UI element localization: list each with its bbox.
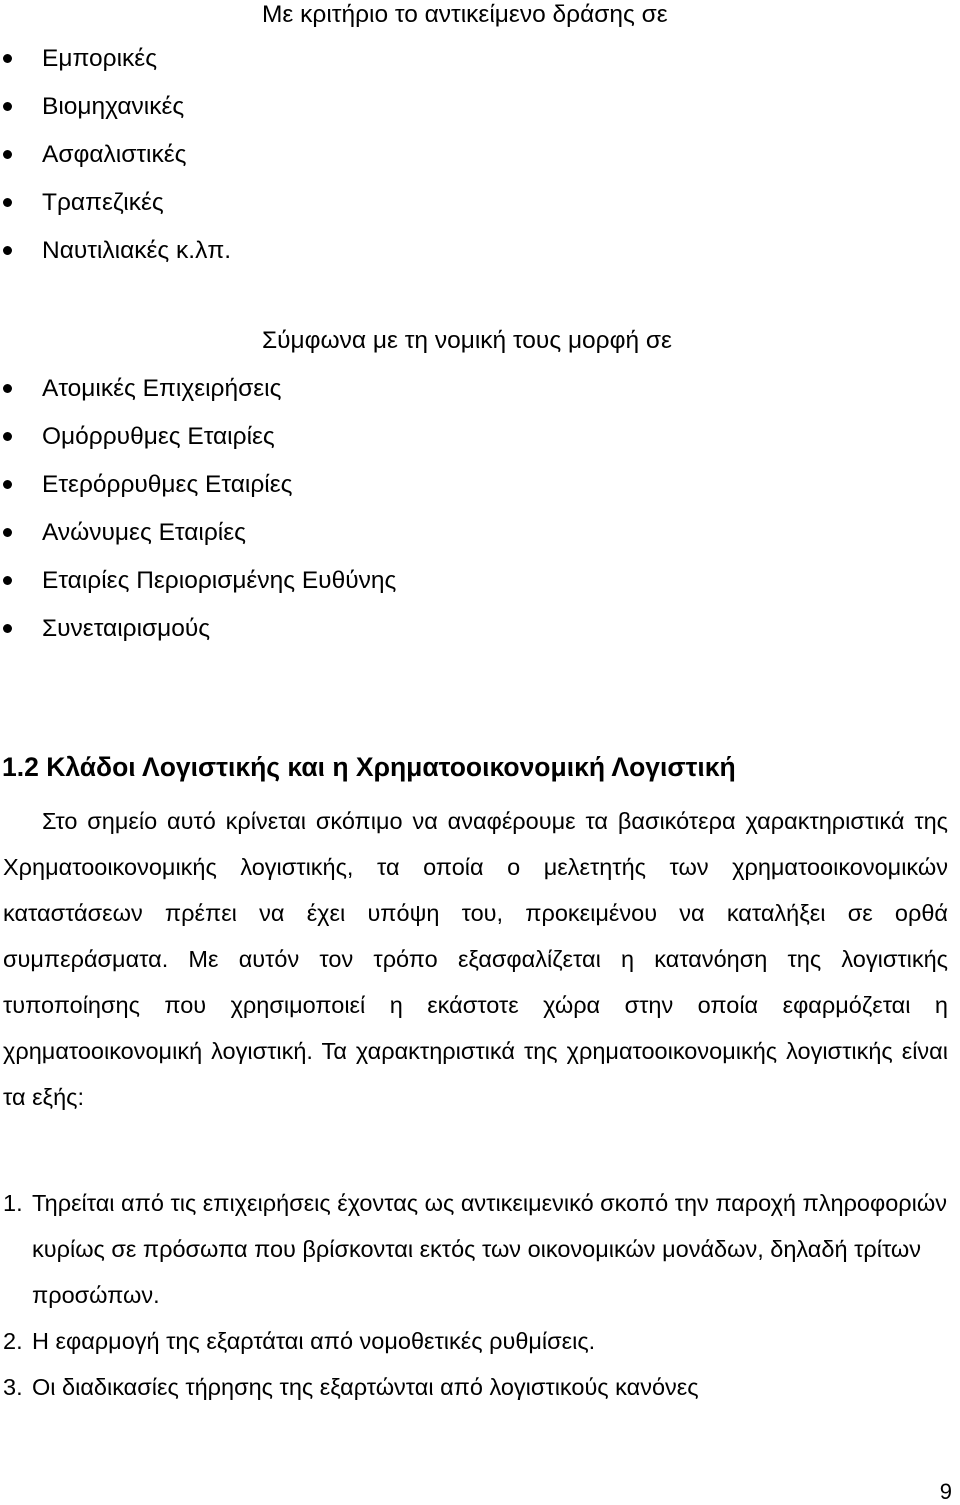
body-paragraph: Στο σημείο αυτό κρίνεται σκόπιμο να αναφέρουμε τα βασικότερα χαρακτηριστικά της Χρηματοοικονομικής λογιστικής, τα οποία ο μελετητής των χρηματοοικονομικών καταστάσεων πρέπει να έχει υπόψη του, προκειμένου να καταλήξει σε ορθά συμπεράσματα. Με αυτόν τον τρόπο εξασφαλίζεται η κατανόηση της λογιστικής τυποποίησης που χρησιμοποιεί η εκάστοτε χώρα στην οποία εφαρμόζεται η χρηματοοικονομική λογιστική. Τα χαρακτηριστικά της χρηματοοικονομικής λογιστικής είναι τα εξής:	[3, 808, 948, 1110]
item-text: Η εφαρμογή της εξαρτάται από νομοθετικές ρυθμίσεις.	[32, 1328, 596, 1354]
bullet-icon	[3, 480, 12, 489]
list-item-label: Εταιρίες Περιορισμένης Ευθύνης	[42, 567, 397, 594]
bullet-icon	[3, 54, 12, 63]
numbered-item	[0, 1180, 950, 1318]
item-number: 1.	[3, 1190, 23, 1216]
item-number: 2.	[3, 1328, 23, 1354]
numbered-item	[0, 1364, 950, 1410]
list-item-label: Ομόρρυθμες Εταιρίες	[42, 423, 275, 450]
list-item-label: Ναυτιλιακές κ.λπ.	[42, 237, 232, 264]
bullet-icon	[3, 432, 12, 441]
list-item-label: Εμπορικές	[42, 45, 157, 72]
bullet-icon	[3, 624, 12, 633]
list-item-label: Βιομηχανικές	[42, 93, 185, 120]
activity-criterion-heading: Με κριτήριο το αντικείμενο δράσης σε	[262, 1, 668, 28]
bullet-icon	[3, 246, 12, 255]
page-number: 9	[939, 1479, 952, 1504]
bullet-icon	[3, 102, 12, 111]
characteristics-list	[0, 1180, 950, 1410]
bullet-icon	[3, 384, 12, 393]
list-item-label: Τραπεζικές	[42, 189, 164, 216]
bullet-icon	[3, 198, 12, 207]
bullet-icon	[3, 528, 12, 537]
list-item-label: Συνεταιρισμούς	[42, 615, 211, 642]
legal-form-heading: Σύμφωνα με τη νομική τους μορφή σε	[262, 327, 672, 354]
item-text: Οι διαδικασίες τήρησης της εξαρτώνται από λογιστικούς κανόνες	[32, 1374, 699, 1400]
list-item-label: Ετερόρρυθμες Εταιρίες	[42, 471, 293, 498]
item-text: Τηρείται από τις επιχειρήσεις έχοντας ως αντικειμενικό σκοπό την παροχή πληροφοριών κυρίως σε πρόσωπα που βρίσκονται εκτός των οικονομικών μονάδων, δηλαδή τρίτων προσώπων.	[32, 1190, 947, 1308]
list-item-label: Ασφαλιστικές	[42, 141, 187, 168]
section-title: 1.2 Κλάδοι Λογιστικής και η Χρηματοοικονομική Λογιστική	[2, 752, 736, 782]
bullet-icon	[3, 150, 12, 159]
item-number: 3.	[3, 1374, 23, 1400]
list-item-label: Ανώνυμες Εταιρίες	[42, 519, 246, 546]
numbered-item	[0, 1318, 950, 1364]
list-item-label: Ατομικές Επιχειρήσεις	[42, 375, 282, 402]
bullet-icon	[3, 576, 12, 585]
